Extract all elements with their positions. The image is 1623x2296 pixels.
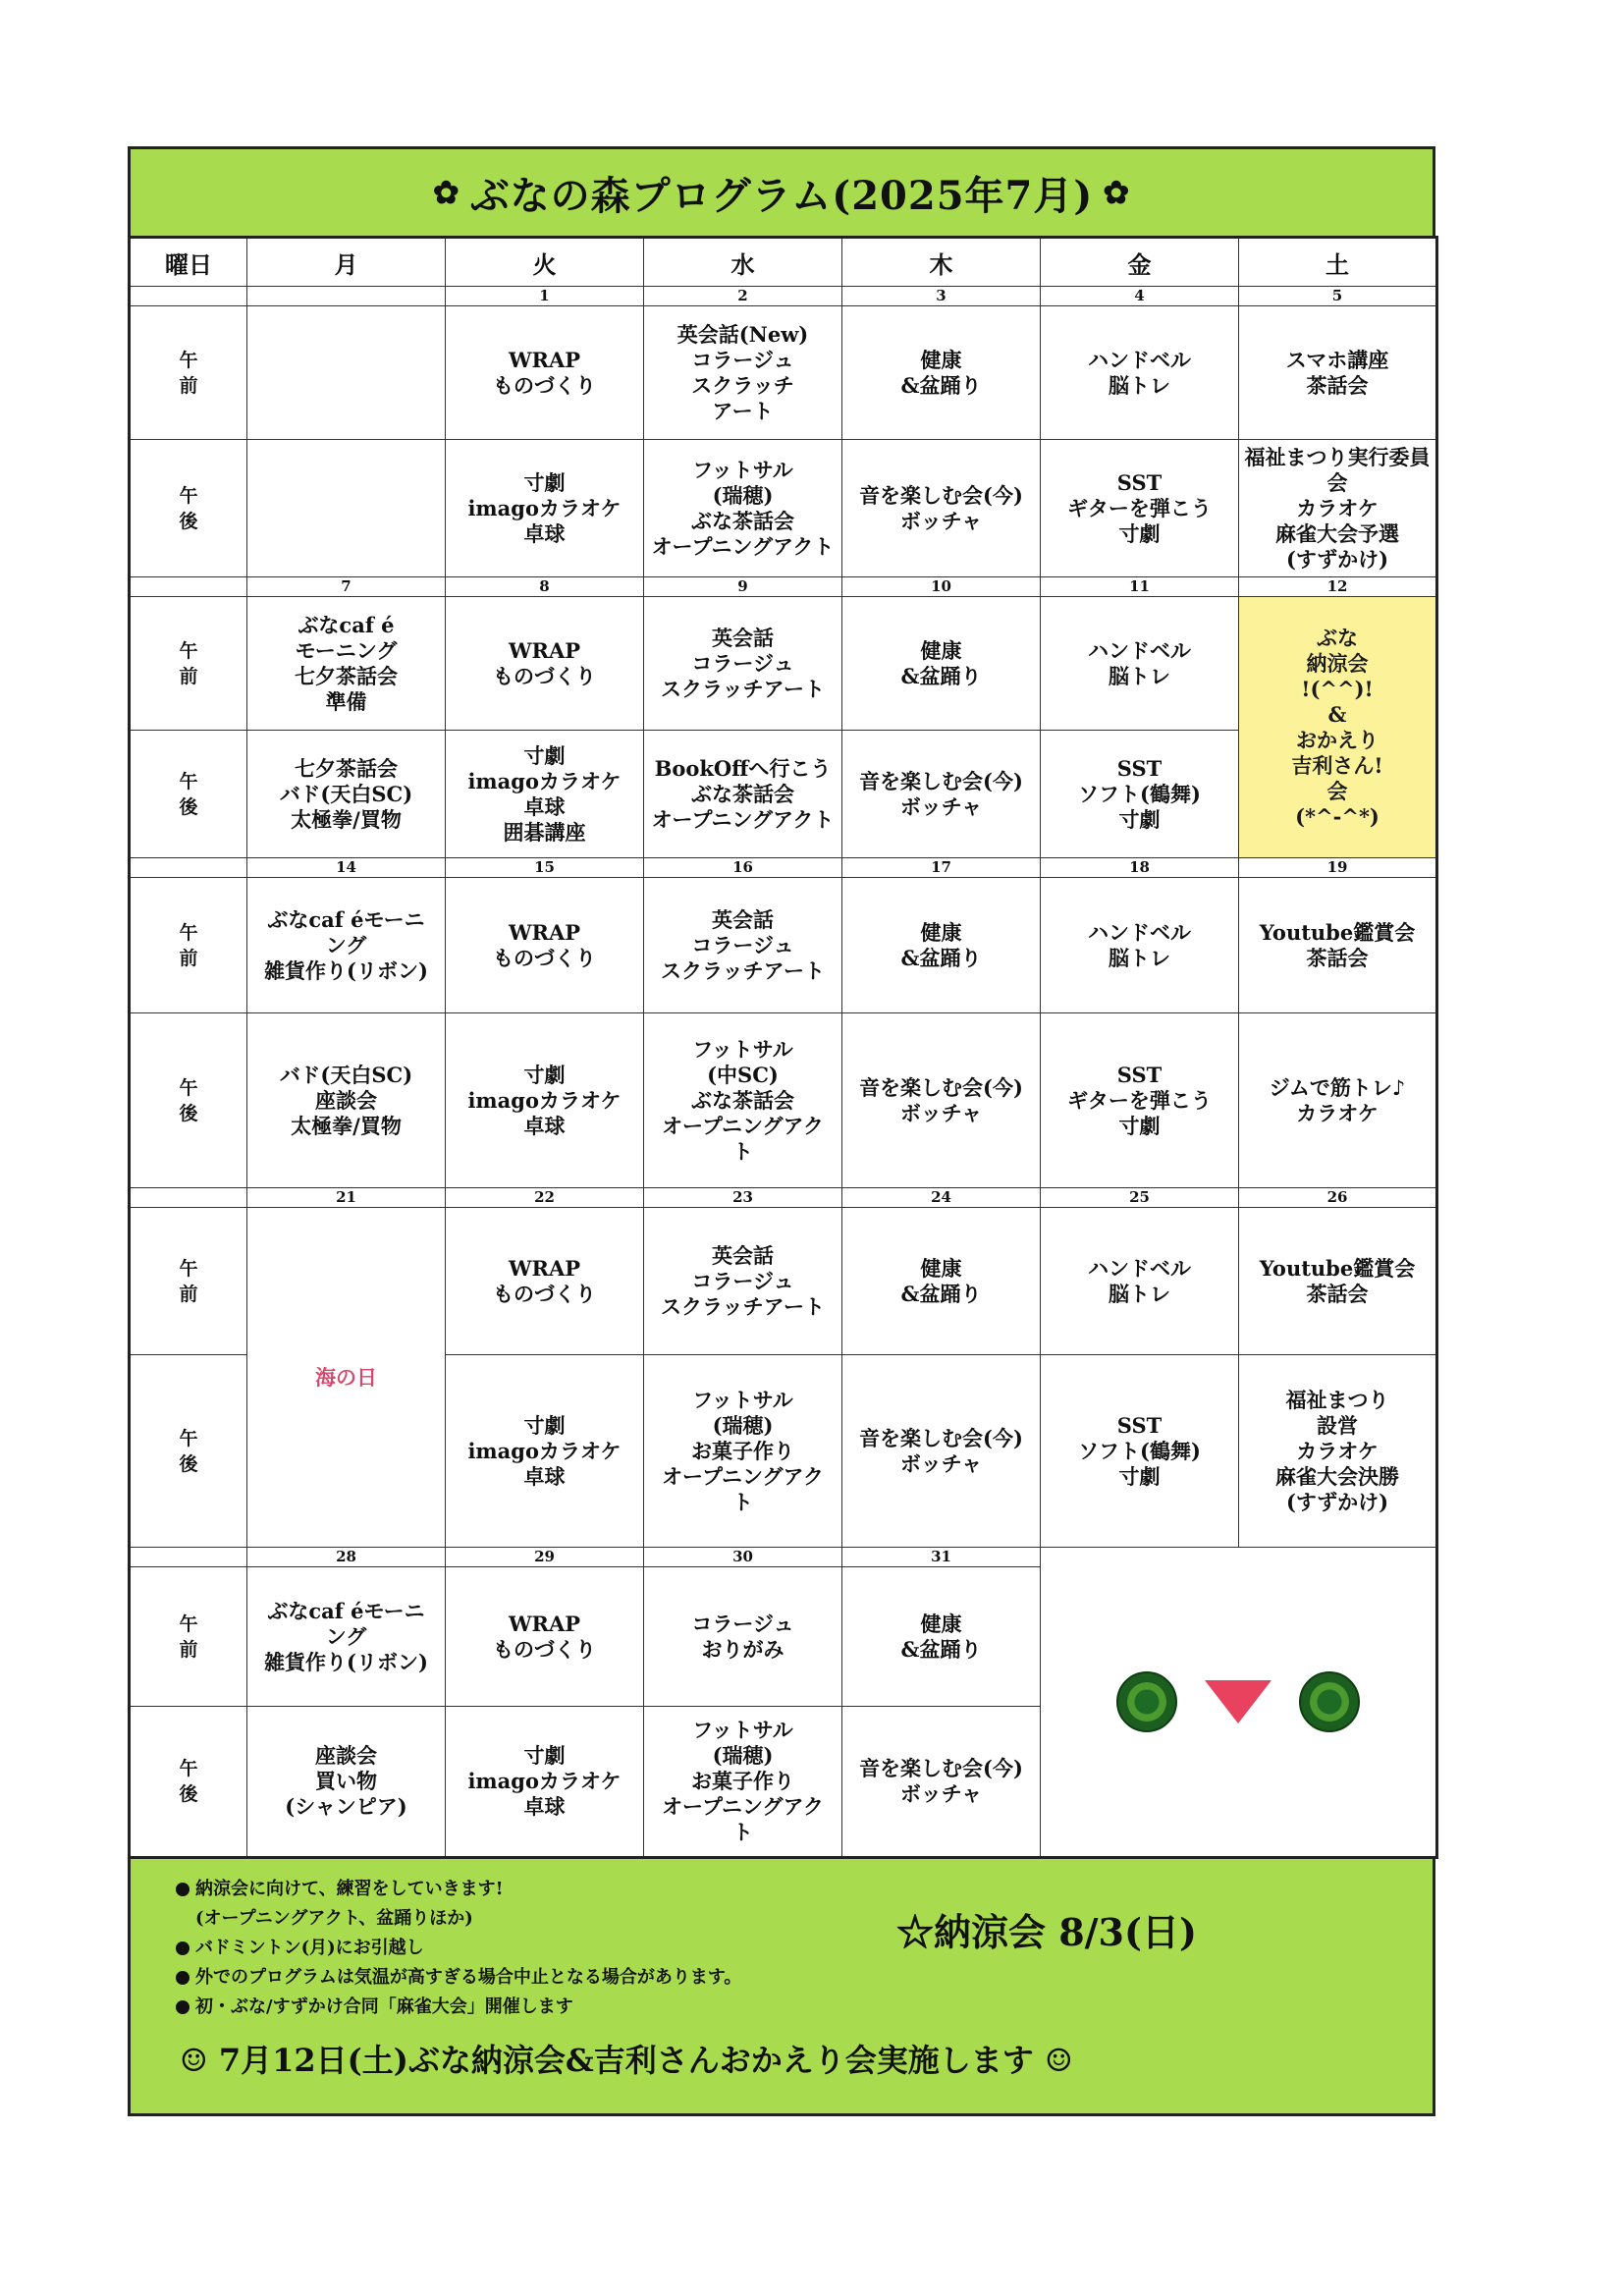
date-number: 22 (446, 1188, 644, 1208)
program-cell: フットサル (瑞穂) お菓子作り オープニングアク ト (644, 1707, 842, 1858)
note-item: 納涼会に向けて、練習をしていきます! (176, 1875, 504, 1900)
date-spacer (130, 577, 247, 597)
program-cell: WRAP ものづくり (446, 306, 644, 440)
flower-icon: ✿ (432, 174, 460, 211)
program-cell: ハンドベル 脳トレ (1041, 878, 1239, 1013)
program-cell: WRAP ものづくり (446, 597, 644, 731)
program-cell: 英会話 コラージュ スクラッチアート (644, 1208, 842, 1355)
header-day: 月 (247, 238, 446, 287)
header-day: 木 (842, 238, 1041, 287)
program-cell: 健康 &盆踊り (842, 878, 1041, 1013)
program-cell: ハンドベル 脳トレ (1041, 306, 1239, 440)
date-number: 17 (842, 858, 1041, 878)
smile-icon: ☺ (180, 2042, 208, 2079)
program-cell: 寸劇 imagoカラオケ 卓球 (446, 1707, 644, 1858)
header-row (130, 238, 1437, 287)
date-number: 7 (247, 577, 446, 597)
slot-label-am: 午 前 (130, 1208, 247, 1355)
program-cell: 音を楽しむ会(今) ボッチャ (842, 1707, 1041, 1858)
program-cell: WRAP ものづくり (446, 878, 644, 1013)
program-cell: 福祉まつり 設営 カラオケ 麻雀大会決勝 (すずかけ) (1239, 1355, 1437, 1548)
program-cell: BookOffへ行こう ぶな茶話会 オープニングアクト (644, 731, 842, 858)
date-number: 16 (644, 858, 842, 878)
header-day: 水 (644, 238, 842, 287)
program-cell: Youtube鑑賞会 茶話会 (1239, 1208, 1437, 1355)
note-item: 外でのプログラムは気温が高すぎる場合中止となる場合があります。 (176, 1963, 741, 1989)
note-item: 初・ぶな/すずかけ合同「麻雀大会」開催します (176, 1993, 573, 2018)
header-day: 土 (1239, 238, 1437, 287)
program-cell: フットサル (瑞穂) お菓子作り オープニングアク ト (644, 1355, 842, 1548)
program-cell: 寸劇 imagoカラオケ 卓球 (446, 440, 644, 577)
announcement: ☺ 7月12日(土)ぶな納涼会&吉利さんおかえり会実施します ☺ (180, 2042, 1073, 2079)
note-item: バドミントン(月)にお引越し (176, 1934, 424, 1959)
date-number: 19 (1239, 858, 1437, 878)
program-cell: SST ギターを弾こう 寸劇 (1041, 1013, 1239, 1188)
program-cell: ぶなcaf éモーニ ング 雑貨作り(リボン) (247, 1567, 446, 1707)
date-spacer (130, 1548, 247, 1567)
program-cell (247, 440, 446, 577)
date-number: 15 (446, 858, 644, 878)
program-cell: 英会話 コラージュ スクラッチアート (644, 597, 842, 731)
program-cell: コラージュ おりがみ (644, 1567, 842, 1707)
slot-label-pm: 午 後 (130, 440, 247, 577)
smile-icon: ☺ (1044, 2042, 1073, 2079)
date-number: 29 (446, 1548, 644, 1567)
date-number: 12 (1239, 577, 1437, 597)
date-row (130, 858, 1437, 878)
program-cell: 座談会 買い物 (シャンピア) (247, 1707, 446, 1858)
program-cell: 音を楽しむ会(今) ボッチャ (842, 731, 1041, 858)
holiday-cell: 海の日 (247, 1208, 446, 1548)
slot-label-am: 午 前 (130, 306, 247, 440)
program-cell: 健康 &盆踊り (842, 306, 1041, 440)
program-cell: 寸劇 imagoカラオケ 卓球 (446, 1355, 644, 1548)
date-number: 21 (247, 1188, 446, 1208)
date-number: 23 (644, 1188, 842, 1208)
date-spacer (130, 858, 247, 878)
slot-label-pm: 午 後 (130, 731, 247, 858)
program-cell: 健康 &盆踊り (842, 1567, 1041, 1707)
pm-row (130, 440, 1437, 577)
date-number: 10 (842, 577, 1041, 597)
program-cell: 英会話 コラージュ スクラッチアート (644, 878, 842, 1013)
program-cell: 音を楽しむ会(今) ボッチャ (842, 440, 1041, 577)
slot-label-am: 午 前 (130, 878, 247, 1013)
program-cell: WRAP ものづくり (446, 1208, 644, 1355)
date-number: 25 (1041, 1188, 1239, 1208)
program-cell: フットサル (瑞穂) ぶな茶話会 オープニングアクト (644, 440, 842, 577)
header-day: 火 (446, 238, 644, 287)
pm-row (130, 1013, 1437, 1188)
date-spacer (130, 287, 247, 306)
program-cell: SST ソフト(鶴舞) 寸劇 (1041, 1355, 1239, 1548)
header-label: 曜日 (130, 238, 247, 287)
page-title: ぶなの森プログラム(2025年7月) (469, 172, 1094, 219)
title-bar (128, 146, 1435, 236)
date-row (130, 287, 1437, 306)
date-number: 3 (842, 287, 1041, 306)
program-cell: ハンドベル 脳トレ (1041, 597, 1239, 731)
date-row (130, 1548, 1437, 1567)
program-cell: スマホ講座 茶話会 (1239, 306, 1437, 440)
calendar-table (128, 236, 1438, 1859)
program-cell: Youtube鑑賞会 茶話会 (1239, 878, 1437, 1013)
date-number: 30 (644, 1548, 842, 1567)
program-cell: WRAP ものづくり (446, 1567, 644, 1707)
program-cell: 健康 &盆踊り (842, 597, 1041, 731)
date-number: 4 (1041, 287, 1239, 306)
slot-label-am: 午 前 (130, 597, 247, 731)
am-row (130, 306, 1437, 440)
date-number: 11 (1041, 577, 1239, 597)
program-cell: 福祉まつり実行委員会 カラオケ 麻雀大会予選 (すずかけ) (1239, 440, 1437, 577)
note-item: (オープニングアクト、盆踊りほか) (195, 1908, 473, 1929)
date-number: 26 (1239, 1188, 1437, 1208)
watermelon-icon (1299, 1671, 1360, 1732)
program-cell: 音を楽しむ会(今) ボッチャ (842, 1355, 1041, 1548)
program-sheet (128, 146, 1435, 2116)
date-number: 18 (1041, 858, 1239, 878)
decoration-cell (1041, 1548, 1437, 1858)
slot-label-pm: 午 後 (130, 1013, 247, 1188)
date-number: 1 (446, 287, 644, 306)
program-cell: 健康 &盆踊り (842, 1208, 1041, 1355)
date-number: 31 (842, 1548, 1041, 1567)
program-cell (247, 306, 446, 440)
program-cell: ぶなcaf é モーニング 七夕茶話会 準備 (247, 597, 446, 731)
date-row (130, 577, 1437, 597)
date-number: 24 (842, 1188, 1041, 1208)
date-row (130, 1188, 1437, 1208)
date-number: 14 (247, 858, 446, 878)
date-number (247, 287, 446, 306)
event-date: ☆納涼会 8/3(日) (896, 1910, 1197, 1954)
am-row (130, 1208, 1437, 1355)
program-cell: SST ソフト(鶴舞) 寸劇 (1041, 731, 1239, 858)
watermelon-icon (1116, 1671, 1177, 1732)
date-number: 2 (644, 287, 842, 306)
program-cell: ぶなcaf éモーニ ング 雑貨作り(リボン) (247, 878, 446, 1013)
program-cell: 寸劇 imagoカラオケ 卓球 囲碁講座 (446, 731, 644, 858)
date-number: 8 (446, 577, 644, 597)
program-cell: フットサル (中SC) ぶな茶話会 オープニングアク ト (644, 1013, 842, 1188)
date-spacer (130, 1188, 247, 1208)
program-cell: 寸劇 imagoカラオケ 卓球 (446, 1013, 644, 1188)
program-cell: 七夕茶話会 バド(天白SC) 太極拳/買物 (247, 731, 446, 858)
flower-icon: ✿ (1103, 174, 1131, 211)
am-row (130, 878, 1437, 1013)
program-cell: SST ギターを弾こう 寸劇 (1041, 440, 1239, 577)
date-number: 5 (1239, 287, 1437, 306)
program-cell: ハンドベル 脳トレ (1041, 1208, 1239, 1355)
date-number: 28 (247, 1548, 446, 1567)
slot-label-am: 午 前 (130, 1567, 247, 1707)
program-cell: バド(天白SC) 座談会 太極拳/買物 (247, 1013, 446, 1188)
date-number: 9 (644, 577, 842, 597)
am-row (130, 597, 1437, 731)
event-cell: ぶな 納涼会 !(^^)! & おかえり 吉利さん! 会 (*^-^*) (1239, 597, 1437, 858)
slot-label-pm: 午 後 (130, 1355, 247, 1548)
program-cell: 音を楽しむ会(今) ボッチャ (842, 1013, 1041, 1188)
watermelon-slice-icon (1205, 1680, 1271, 1723)
header-day: 金 (1041, 238, 1239, 287)
footer-notes (128, 1859, 1435, 2116)
program-cell: 英会話(New) コラージュ スクラッチ アート (644, 306, 842, 440)
slot-label-pm: 午 後 (130, 1707, 247, 1858)
program-cell: ジムで筋トレ♪ カラオケ (1239, 1013, 1437, 1188)
